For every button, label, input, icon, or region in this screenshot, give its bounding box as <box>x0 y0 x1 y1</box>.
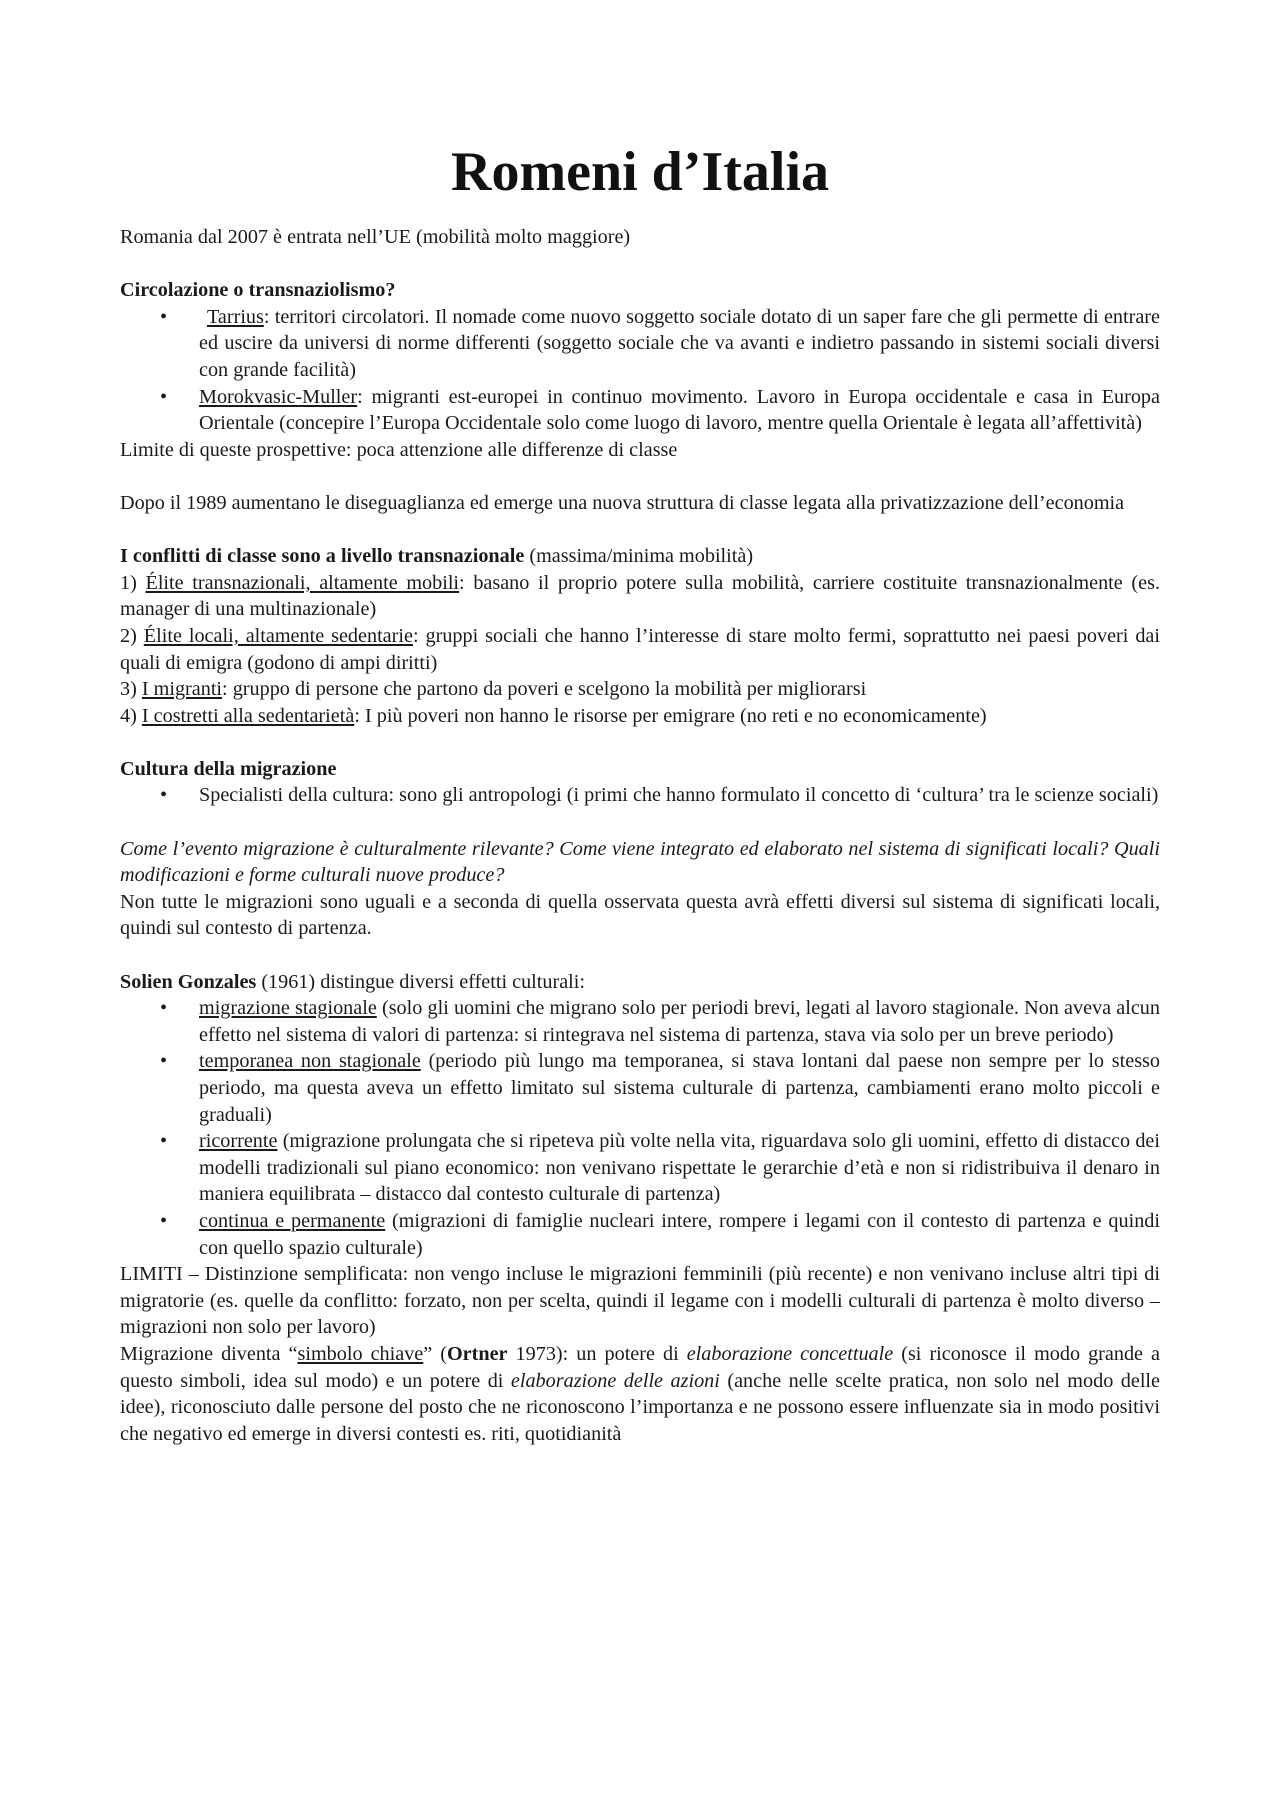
term-underlined: temporanea non stagionale <box>199 1050 421 1073</box>
term-underlined: Tarrius <box>207 305 264 328</box>
list-item-text: (solo gli uomini che migrano solo per periodi brevi, legati al lavoro stagionale. Non aveva alcun effetto nel sistema di valori di partenza: si rintegrava nel sistema di partenza, stava via solo per un breve periodo) <box>199 997 1160 1046</box>
simbolo-paragraph <box>120 1341 1160 1447</box>
term-underlined: Morokvasic-Muller <box>199 385 358 408</box>
spacer <box>120 942 1160 969</box>
spacer <box>120 251 1160 278</box>
text-run: (anche nelle scelte pratica, non solo nel modo delle idee), riconosciuto dalle persone del posto che ne riconoscono l’importanza e ne possono essere influenzate sia in modo positivi che negativo ed emerge in diversi contesti es. riti, quotidianità <box>120 1369 1161 1445</box>
author-name: Ortner <box>446 1342 508 1365</box>
numbered-item <box>120 703 1160 730</box>
spacer <box>120 729 1160 756</box>
term-underlined: continua e permanente <box>199 1209 386 1232</box>
term-underlined: migrazione stagionale <box>199 997 377 1020</box>
item-number: 1) <box>120 571 146 594</box>
intro-paragraph: Romania dal 2007 è entrata nell’UE (mobilità molto maggiore) <box>120 226 631 248</box>
bullet-icon: • <box>160 784 168 807</box>
list-item <box>120 1208 1160 1261</box>
term-underlined: ricorrente <box>199 1130 278 1153</box>
list-item-text: (migrazione prolungata che si ripeteva più volte nella vita, riguardava solo gli uomini, effetto di distacco dei modelli tradizionali sul piano economico: non venivano rispettate le gerarchie d’età e non si ridistribuiva il denaro in maniera equilibrata – distacco dal contesto culturale di partenza) <box>199 1130 1160 1206</box>
migrazioni-paragraph: Non tutte le migrazioni sono uguali e a seconda di quella osservata questa avrà effetti diversi sul sistema di significati locali, quindi sul contesto di partenza. <box>120 890 1160 940</box>
list-item-text: Specialisti della cultura: sono gli antropologi (i primi che hanno formulato il concetto di ‘cultura’ tra le scienze sociali) <box>199 784 1159 807</box>
list-item-text: : migranti est-europei in continuo movimento. Lavoro in Europa occidentale e casa in Europa Orientale (concepire l’Europa Occidentale solo come luogo di lavoro, mentre quella Orientale è legata all’affettività) <box>199 385 1160 435</box>
circolazione-list <box>120 304 1160 437</box>
list-item <box>120 995 1160 1048</box>
item-number: 2) <box>120 624 144 647</box>
list-item <box>120 304 1160 384</box>
term-underlined: I migranti <box>141 678 223 701</box>
bullet-icon: • <box>160 305 168 328</box>
list-item <box>120 782 1160 809</box>
section-heading-circolazione: Circolazione o transnaziolismo? <box>120 279 396 302</box>
term-underlined: Élite transnazionali, altamente mobili <box>145 571 460 594</box>
author-name: Solien Gonzales <box>120 970 257 993</box>
item-text: : I più poveri non hanno le risorse per emigrare (no reti e no economicamente) <box>354 704 987 727</box>
spacer <box>120 463 1160 490</box>
term-underlined: Élite locali, altamente sedentarie <box>143 624 413 647</box>
text-run: ” ( <box>423 1342 447 1365</box>
limit-paragraph: Limite di queste prospettive: poca attenzione alle differenze di classe <box>120 438 678 461</box>
section-heading-conflitti <box>120 543 1160 570</box>
list-item-text: : territori circolatori. Il nomade come nuovo soggetto sociale dotato di un saper fare che gli permette di entrare ed uscire da universi di norme differenti (soggetto sociale che va avanti e indietro passando in sistemi sociali diversi con grande facilità) <box>199 305 1160 381</box>
bullet-icon: • <box>160 1050 168 1073</box>
bullet-icon: • <box>160 385 168 408</box>
text-run: 1973): un potere di <box>507 1342 687 1365</box>
item-text: : gruppo di persone che partono da poveri e scelgono la mobilità per migliorarsi <box>222 678 867 701</box>
limiti-paragraph: LIMITI – Distinzione semplificata: non vengo incluse le migrazioni femminili (più recente) e non venivano incluse altri tipi di migratorie (es. quelle da conflitto: forzato, non per scelta, quindi il legame con i modelli culturali di partenza è molto diverso – migrazioni non solo per lavoro) <box>120 1263 1160 1339</box>
effetti-list <box>120 995 1160 1261</box>
numbered-item <box>120 676 1160 703</box>
spacer <box>120 517 1160 544</box>
item-text: : basano il proprio potere sulla mobilità, carriere costituite transnazionalmente (es. manager di una multinazionale) <box>120 571 1160 621</box>
paragraph-1989: Dopo il 1989 aumentano le diseguaglianza ed emerge una nuova struttura di classe legata alla privatizzazione dell’economia <box>120 491 1125 514</box>
spacer <box>199 306 207 328</box>
list-item <box>120 1128 1160 1208</box>
numbered-item <box>120 570 1160 623</box>
list-item-text: (periodo più lungo ma temporanea, si stava lontani dal paese non sempre per lo stesso periodo, ma questa aveva un effetto limitato sul sistema culturale di partenza, cambiamenti erano molto piccoli e graduali) <box>199 1050 1161 1126</box>
section-heading-cultura: Cultura della migrazione <box>120 757 337 780</box>
intro-rest: (1961) distingue diversi effetti culturali: <box>256 970 585 993</box>
text-run: (si riconosce il modo grande a questo simboli, idea sul modo) e un potere di <box>120 1342 1160 1392</box>
italic-term: elaborazione concettuale <box>686 1342 894 1365</box>
solien-intro <box>120 969 1160 996</box>
italic-term: elaborazione delle azioni <box>510 1369 720 1392</box>
text-run: Migrazione diventa “ <box>120 1342 298 1365</box>
document-page <box>120 140 1160 1447</box>
list-item <box>120 384 1160 437</box>
term-underlined: simbolo chiave <box>297 1342 424 1365</box>
item-text: : gruppi sociali che hanno l’interesse di stare molto fermi, soprattutto nei paesi poveri dai quali di emigra (godono di ampi diritti) <box>120 624 1160 674</box>
cultura-list <box>120 782 1160 809</box>
item-number: 4) <box>120 704 142 727</box>
term-underlined: I costretti alla sedentarietà <box>141 704 355 727</box>
bullet-icon: • <box>160 997 168 1020</box>
list-item-text: (migrazioni di famiglie nucleari intere, rompere i legami con il contesto di partenza e quindi con quello spazio culturale) <box>199 1209 1160 1259</box>
spacer <box>120 809 1160 836</box>
questions-paragraph: Come l’evento migrazione è culturalmente rilevante? Come viene integrato ed elaborato nel sistema di significati locali? Quali modificazioni e forme culturali nuove produce? <box>120 837 1160 887</box>
numbered-item <box>120 623 1160 676</box>
item-number: 3) <box>120 678 142 701</box>
bullet-icon: • <box>160 1209 168 1232</box>
heading-bold: I conflitti di classe sono a livello transnazionale <box>120 545 525 568</box>
heading-rest: (massima/minima mobilità) <box>524 545 754 568</box>
list-item <box>120 1048 1160 1128</box>
bullet-icon: • <box>160 1130 168 1153</box>
page-title: Romeni d’Italia <box>451 141 829 203</box>
